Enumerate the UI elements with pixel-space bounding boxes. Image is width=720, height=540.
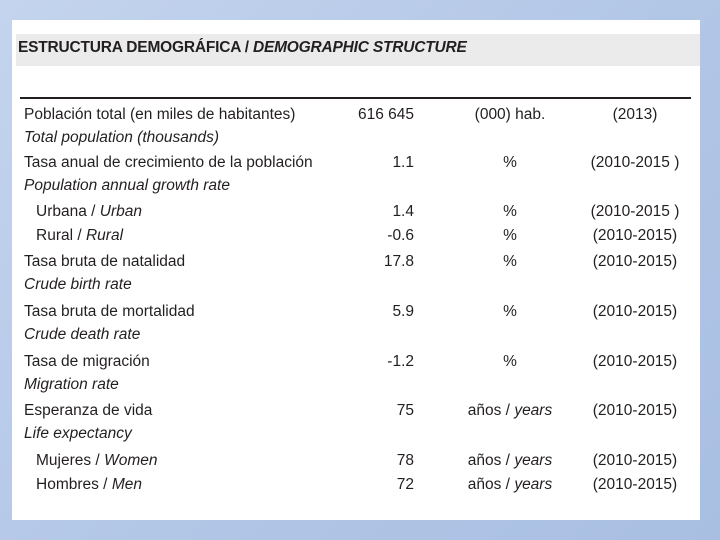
- row-label: [36, 452, 157, 470]
- row-label-es: Rural /: [36, 227, 82, 244]
- row-unit: %: [503, 154, 517, 171]
- row-label-en: Crude birth rate: [24, 276, 132, 293]
- row-period: (2010-2015 ): [590, 154, 680, 171]
- row-unit: %: [503, 227, 517, 244]
- row-period: (2010-2015): [592, 476, 678, 493]
- row-period: (2013): [612, 106, 658, 123]
- row-unit-es: años /: [467, 476, 510, 493]
- row-value: 75: [396, 402, 414, 419]
- row-label-en: Women: [104, 452, 158, 469]
- row-value: 616 645: [357, 106, 414, 123]
- row-unit: [452, 476, 568, 494]
- row-label-es: Mujeres /: [36, 452, 100, 469]
- row-unit-en: years: [514, 452, 553, 469]
- row-value: 17.8: [383, 253, 414, 270]
- title-en: DEMOGRAPHIC STRUCTURE: [252, 39, 467, 56]
- row-label: [36, 203, 142, 221]
- row-label: [36, 227, 123, 245]
- row-period: (2010-2015 ): [590, 203, 680, 220]
- slide: [12, 20, 700, 520]
- row-unit-es: años /: [467, 452, 510, 469]
- row-value: 5.9: [392, 303, 414, 320]
- row-value: 72: [396, 476, 414, 493]
- row-value: 1.4: [392, 203, 414, 220]
- row-value: -0.6: [387, 227, 414, 244]
- row-label-es: Tasa de migración: [24, 353, 150, 370]
- page-title: [18, 39, 467, 57]
- row-label-es: Tasa anual de crecimiento de la población: [24, 154, 313, 171]
- row-label-es: Hombres /: [36, 476, 108, 493]
- row-label-en: Total population (thousands): [24, 129, 220, 146]
- row-label-en: Rural: [85, 227, 124, 244]
- row-unit: %: [503, 353, 517, 370]
- row-label-es: Urbana /: [36, 203, 96, 220]
- row-label-en: Urban: [99, 203, 142, 220]
- row-value: 78: [396, 452, 414, 469]
- row-period: (2010-2015): [592, 353, 678, 370]
- row-label-en: Crude death rate: [24, 326, 141, 343]
- row-period: (2010-2015): [592, 452, 678, 469]
- row-unit: (000) hab.: [474, 106, 546, 123]
- row-unit: %: [503, 203, 517, 220]
- row-label-es: Tasa bruta de mortalidad: [24, 303, 195, 320]
- row-unit: [452, 402, 568, 420]
- row-unit-en: years: [514, 402, 553, 419]
- row-value: -1.2: [387, 353, 414, 370]
- row-period: (2010-2015): [592, 253, 678, 270]
- title-es: ESTRUCTURA DEMOGRÁFICA /: [18, 39, 249, 56]
- row-label-en: Life expectancy: [24, 425, 132, 442]
- table-rule: [20, 97, 691, 99]
- row-unit-es: años /: [467, 402, 510, 419]
- row-label-en: Population annual growth rate: [24, 177, 230, 194]
- row-unit-en: years: [514, 476, 553, 493]
- row-label-en: Men: [111, 476, 142, 493]
- row-period: (2010-2015): [592, 227, 678, 244]
- row-unit: %: [503, 303, 517, 320]
- row-label: [36, 476, 142, 494]
- row-unit: [452, 452, 568, 470]
- row-period: (2010-2015): [592, 303, 678, 320]
- row-value: 1.1: [392, 154, 414, 171]
- row-unit: %: [503, 253, 517, 270]
- row-label-es: Esperanza de vida: [24, 402, 153, 419]
- row-period: (2010-2015): [592, 402, 678, 419]
- row-label-en: Migration rate: [24, 376, 119, 393]
- row-label-es: Población total (en miles de habitantes): [24, 106, 296, 123]
- row-label-es: Tasa bruta de natalidad: [24, 253, 186, 270]
